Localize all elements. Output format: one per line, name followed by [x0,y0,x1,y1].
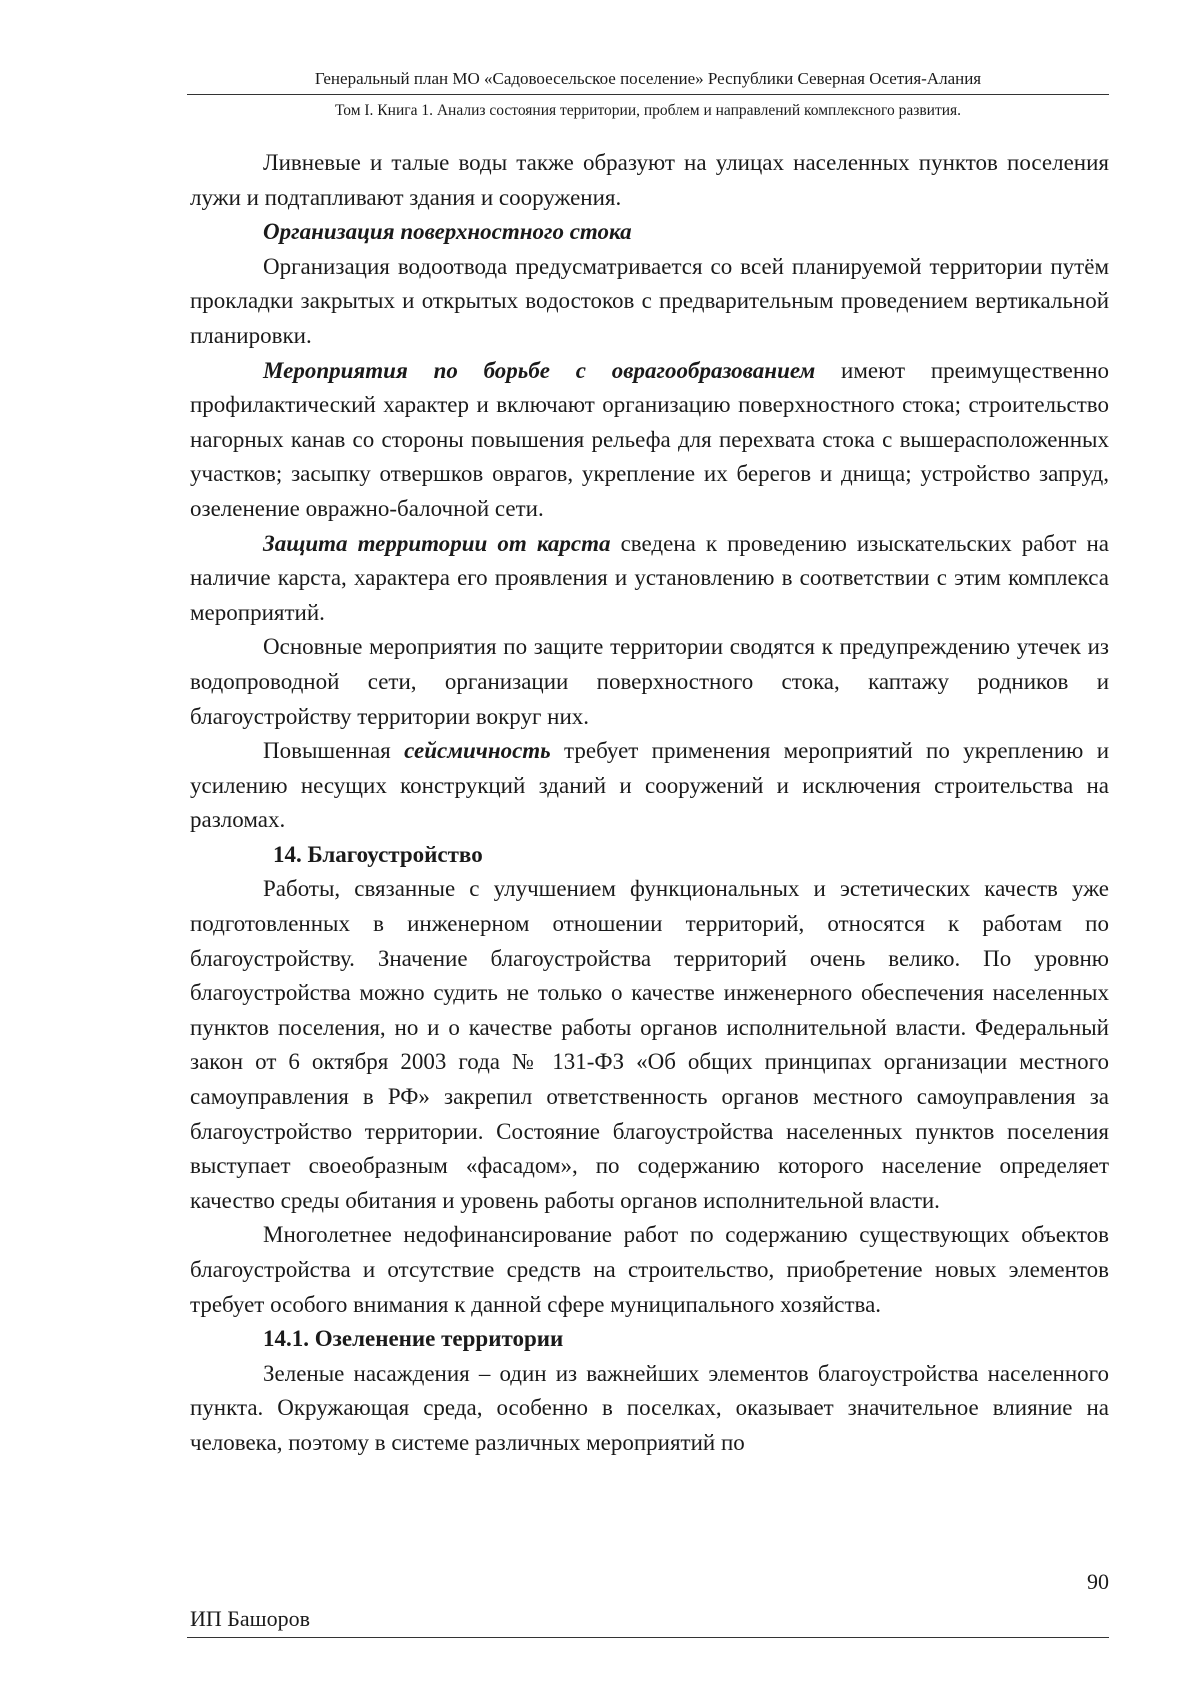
paragraph-ravine-control [190,354,1109,527]
paragraph-stormwater: Ливневые и талые воды также образуют на улицах населенных пунктов поселения лужи и подтапливают здания и сооружения. [190,150,1109,210]
document-body [190,146,1109,1461]
header-divider [187,94,1109,95]
page-number: 90 [1087,1569,1109,1594]
section-heading-14: 14. Благоустройство [273,841,483,867]
header-title: Генеральный план МО «Садовоесельское поселение» Республики Северная Осетия-Алания [314,69,982,88]
paragraph-main-measures: Основные мероприятия по защите территории сводятся к предупреждению утечек из водопроводной сети, организации поверхностного стока, каптажу родников и благоустройству территории вокруг них. [190,634,1109,729]
paragraph-seismicity [190,734,1109,838]
paragraph-landscaping-importance: Работы, связанные с улучшением функциональных и эстетических качеств уже подготовленных в инженерном отношении территорий, относятся к работам по благоустройству. Значение благоустройства территорий очень велико. По уровню благоустройства можно судить не только о качестве инженерного обеспечения населенных пунктов поселения, но и о качестве работы органов исполнительной власти. Федеральный закон от 6 октября 2003 года № 131-ФЗ «Об общих принципах организации местного самоуправления в РФ» закрепил ответственность органов местного самоуправления за благоустройство территории. Состояние благоустройства населенных пунктов поселения выступает своеобразным «фасадом», по содержанию которого население определяет качество среды обитания и уровень работы органов исполнительной власти. [190,876,1109,1213]
seismicity-emphasis: сейсмичность [404,738,551,764]
karst-protection-lead: Защита территории от карста [263,530,611,556]
ravine-control-text: имеют преимущественно профилактический характер и включают организацию поверхностного стока; строительство нагорных канав со стороны повышения рельефа для перехвата стока с вышерасположенных участков; засыпку отвершков оврагов, укрепление их берегов и днища; устройство запруд, озеленение овражно-балочной сети. [190,357,1110,521]
seismicity-text-after: требует применения мероприятий по укреплению и усилению несущих конструкций зданий и сооружений и исключения строительства на разломах. [190,738,1109,833]
header-subtitle: Том I. Книга 1. Анализ состояния территории, проблем и направлений комплексного развития. [334,102,962,119]
subheading-surface-runoff: Организация поверхностного стока [263,219,632,245]
paragraph-underfunding: Многолетнее недофинансирование работ по содержанию существующих объектов благоустройства и отсутствие средств на строительство, приобретение новых элементов требует особого внимания к данной сфере муниципального хозяйства. [190,1222,1109,1317]
section-heading-14-1: 14.1. Озеленение территории [263,1326,564,1352]
paragraph-green-spaces: Зеленые насаждения – один из важнейших элементов благоустройства населенного пункта. Окружающая среда, особенно в поселках, оказывает значительное влияние на человека, поэтому в системе различных мероприятий по [190,1360,1109,1455]
karst-protection-text: сведена к проведению изыскательских работ на наличие карста, характера его проявления и установлению в соответствии с этим комплекса мероприятий. [190,530,1110,625]
paragraph-karst-protection [190,527,1109,631]
ravine-control-lead: Мероприятия по борьбе с оврагообразованием [263,357,816,383]
page-header [187,68,1109,121]
paragraph-drainage: Организация водоотвода предусматривается со всей планируемой территории путём прокладки закрытых и открытых водостоков с предварительным проведением вертикальной планировки. [190,253,1109,348]
footer-divider [187,1637,1109,1638]
footer-author: ИП Башоров [190,1606,311,1631]
seismicity-text-before: Повышенная [263,738,405,764]
